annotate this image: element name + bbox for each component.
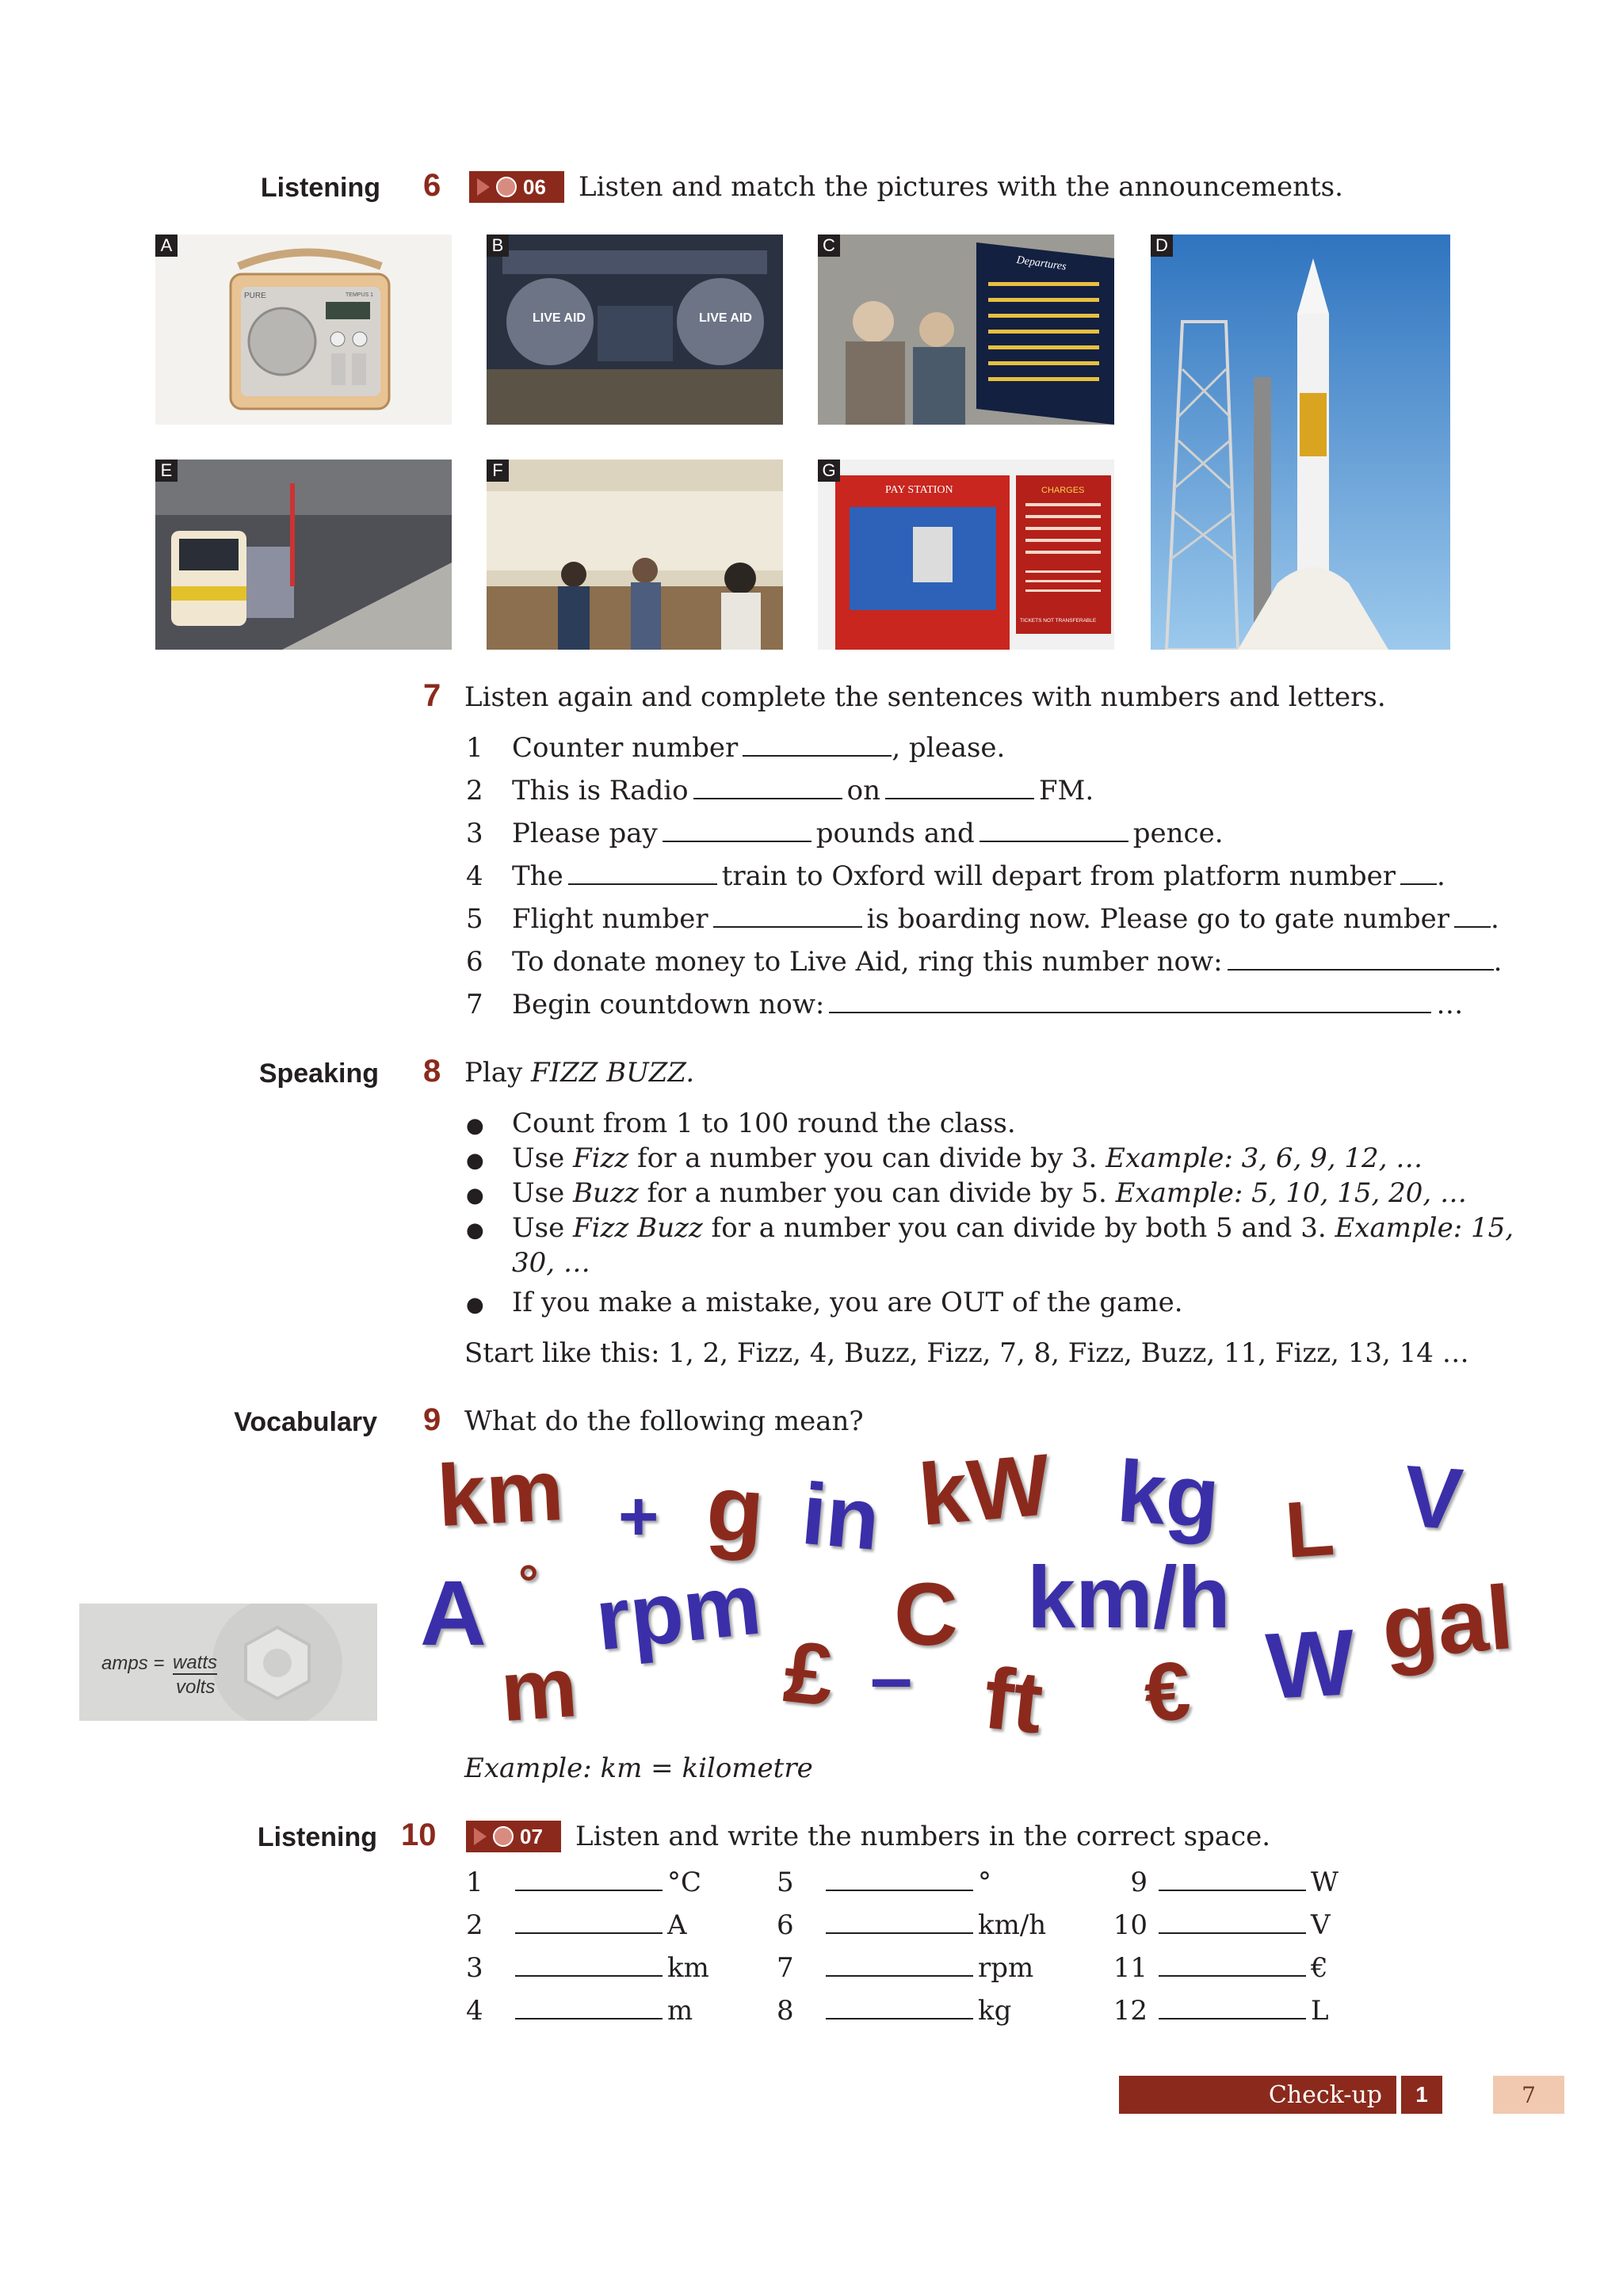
- symbol-m: m: [497, 1638, 581, 1740]
- cd-icon: [493, 1826, 514, 1847]
- exercise-8-instruction: [464, 1057, 694, 1089]
- answer-blank[interactable]: [743, 734, 892, 757]
- item-number: 10: [1113, 1909, 1148, 1941]
- number-item-4: [466, 1995, 693, 2027]
- rule-example: Example: 15,: [1335, 1212, 1514, 1244]
- rule-term: Buzz: [573, 1177, 639, 1209]
- number-item-2: [466, 1909, 687, 1941]
- sentence-3: [466, 818, 1224, 849]
- page-number-text: 7: [1522, 2081, 1536, 2108]
- number-item-1: [466, 1867, 701, 1898]
- number-item-3: [466, 1952, 709, 1984]
- footer-label: Check-up: [1268, 2081, 1382, 2109]
- item-number: 6: [466, 946, 483, 978]
- exercise-10-instruction: Listen and write the numbers in the correct space.: [575, 1821, 1271, 1852]
- sentence-text: FM.: [1038, 775, 1094, 807]
- pay-station-sign: PAY STATION: [885, 484, 953, 496]
- answer-blank[interactable]: [826, 1955, 973, 1977]
- number-item-7: [777, 1952, 1033, 1984]
- unit-label: rpm: [978, 1952, 1034, 1984]
- rule-4-continued: [512, 1247, 590, 1279]
- track-number: 07: [520, 1824, 543, 1848]
- answer-blank[interactable]: [663, 820, 812, 842]
- unit-label: €: [1311, 1952, 1328, 1984]
- rule-example: Example: 3, 6, 9, 12, …: [1106, 1142, 1423, 1174]
- sentence-text: pounds and: [815, 818, 975, 849]
- unit-label: kg: [978, 1995, 1012, 2027]
- sentence-text: , please.: [892, 732, 1006, 764]
- radio-model-text: TEMPUS 1: [346, 292, 374, 298]
- answer-blank[interactable]: [1159, 1869, 1306, 1891]
- rule-example: Example: 5, 10, 15, 20, …: [1115, 1177, 1467, 1209]
- sentence-text: Please pay: [512, 818, 658, 849]
- charges-sign: CHARGES: [1041, 486, 1085, 495]
- symbol-l: L: [1282, 1483, 1337, 1575]
- exercise-6-instruction: Listen and match the pictures with the announcements.: [579, 171, 1343, 203]
- sentence-text: Counter number: [512, 732, 739, 764]
- rule-4: [466, 1212, 1514, 1244]
- sentence-text: train to Oxford will depart from platform number: [721, 860, 1396, 892]
- item-number: 8: [777, 1995, 794, 2027]
- hex-nut-icon: [198, 1604, 357, 1721]
- photo-d-rocket: [1151, 235, 1450, 650]
- item-number: 7: [777, 1952, 794, 1984]
- item-number: 9: [1130, 1867, 1148, 1898]
- sentence-text: To donate money to Live Aid, ring this number now:: [512, 946, 1223, 978]
- answer-blank[interactable]: [980, 820, 1128, 842]
- sentence-5: [466, 903, 1499, 935]
- bullet-icon: ●: [466, 1114, 484, 1138]
- photo-letter: A: [155, 235, 178, 257]
- photo-c-airport: [818, 235, 1114, 425]
- unit-label: L: [1311, 1995, 1329, 2027]
- exercise-number-8: 8: [423, 1054, 441, 1089]
- symbol-w: W: [1263, 1610, 1358, 1719]
- photo-a-radio: [155, 235, 452, 425]
- answer-blank[interactable]: [1228, 948, 1494, 971]
- symbol-ft: ft: [979, 1649, 1048, 1753]
- unit-label: km: [667, 1952, 709, 1984]
- unit-label: V: [1311, 1909, 1331, 1941]
- symbol-g: g: [703, 1455, 768, 1564]
- number-item-8: [777, 1995, 1011, 2027]
- bullet-icon: ●: [466, 1219, 484, 1242]
- sentence-text: This is Radio: [512, 775, 689, 807]
- item-number: 4: [466, 1995, 483, 2027]
- sentence-text: is boarding now. Please go to gate number: [866, 903, 1450, 935]
- item-number: 4: [466, 860, 483, 892]
- section-label-speaking: Speaking: [258, 1058, 379, 1089]
- unit-label: km/h: [978, 1909, 1047, 1941]
- rule-text: Count from 1 to 100 round the class.: [512, 1108, 1016, 1139]
- answer-blank[interactable]: [829, 991, 1431, 1013]
- formula-numerator: watts: [173, 1652, 218, 1673]
- bullet-icon: ●: [466, 1184, 484, 1207]
- radio-brand-text: PURE: [244, 292, 266, 300]
- answer-blank[interactable]: [1159, 1955, 1306, 1977]
- answer-blank[interactable]: [1159, 1912, 1306, 1934]
- section-label-listening: Listening: [260, 173, 380, 203]
- exercise-7-instruction: Listen again and complete the sentences with numbers and letters.: [464, 681, 1386, 713]
- symbol-kmh: km/h: [1027, 1549, 1231, 1646]
- audio-track-button-07[interactable]: [466, 1821, 561, 1852]
- photo-letter: C: [818, 235, 840, 257]
- photo-e-train: [155, 460, 452, 650]
- rule-text: Use: [512, 1142, 574, 1174]
- answer-blank[interactable]: [693, 777, 842, 799]
- photo-g-pay-station: [818, 460, 1114, 650]
- page-number: [1493, 2076, 1564, 2114]
- answer-blank[interactable]: [1400, 863, 1437, 885]
- photo-b-live-aid: [487, 235, 783, 425]
- footer-section-label: [1119, 2076, 1396, 2114]
- rule-term: Fizz Buzz: [573, 1212, 703, 1244]
- number-item-11: [1098, 1952, 1328, 1984]
- symbol-degree: °: [518, 1554, 539, 1611]
- photo-letter: F: [487, 460, 509, 482]
- vocabulary-example: Example: km = kilometre: [464, 1753, 813, 1784]
- departures-sign: Departures: [1015, 254, 1067, 273]
- answer-blank[interactable]: [515, 1997, 663, 2019]
- item-number: 6: [777, 1909, 794, 1941]
- bullet-icon: ●: [466, 1149, 484, 1173]
- rule-text: for a number you can divide by 5.: [638, 1177, 1116, 1209]
- rule-example: 30, …: [512, 1247, 590, 1279]
- game-name: FIZZ BUZZ.: [531, 1057, 695, 1089]
- rule-text: Use: [512, 1212, 574, 1244]
- symbol-pound: £: [779, 1623, 838, 1725]
- sentence-text: Flight number: [512, 903, 708, 935]
- sentence-1: [466, 732, 1005, 764]
- live-aid-sign-right: LIVE AID: [699, 311, 752, 325]
- symbol-c: C: [894, 1565, 958, 1664]
- exercise-number-6: 6: [423, 168, 441, 203]
- sentence-text: pence.: [1132, 818, 1224, 849]
- answer-blank[interactable]: [568, 863, 717, 885]
- item-number: 2: [466, 1909, 483, 1941]
- rule-term: Fizz: [573, 1142, 629, 1174]
- unit-label: A: [667, 1909, 687, 1941]
- footer-unit-badge: [1401, 2076, 1442, 2114]
- cd-icon: [496, 177, 517, 197]
- rule-text: for a number you can divide by both 5 and 3.: [702, 1212, 1335, 1244]
- symbol-minus: –: [870, 1635, 913, 1720]
- rule-text: for a number you can divide by 3.: [628, 1142, 1106, 1174]
- formula-left: amps =: [101, 1653, 165, 1674]
- instruction-text: Play: [464, 1057, 532, 1089]
- section-label-vocabulary: Vocabulary: [234, 1407, 377, 1437]
- item-number: 2: [466, 775, 483, 807]
- answer-blank[interactable]: [515, 1955, 663, 1977]
- symbol-kw: kW: [915, 1436, 1055, 1544]
- symbol-in: in: [797, 1464, 884, 1569]
- number-item-10: [1098, 1909, 1331, 1941]
- sentence-7: [466, 989, 1463, 1020]
- rule-5: [466, 1287, 1183, 1318]
- rule-text: Use: [512, 1177, 574, 1209]
- photo-letter: E: [155, 460, 178, 482]
- exercise-number-9: 9: [423, 1402, 441, 1437]
- photo-f-counter: [487, 460, 783, 650]
- number-item-9: [1098, 1867, 1338, 1898]
- play-icon: [474, 1828, 487, 1845]
- number-item-12: [1098, 1995, 1329, 2027]
- sentence-4: [466, 860, 1445, 892]
- sentence-text: on: [846, 775, 880, 807]
- item-number: 5: [777, 1867, 794, 1898]
- sentence-2: [466, 775, 1094, 807]
- unit-label: W: [1311, 1867, 1338, 1898]
- item-number: 3: [466, 818, 483, 849]
- item-number: 1: [466, 732, 483, 764]
- start-example: Start like this: 1, 2, Fizz, 4, Buzz, Fizz, 7, 8, Fizz, Buzz, 11, Fizz, 13, 14 …: [464, 1337, 1469, 1369]
- answer-blank[interactable]: [713, 906, 862, 928]
- tickets-note: TICKETS NOT TRANSFERABLE: [1020, 618, 1097, 624]
- symbol-gal: gal: [1377, 1567, 1517, 1679]
- symbol-euro: €: [1141, 1645, 1193, 1740]
- unit-label: °: [978, 1867, 991, 1898]
- item-number: 5: [466, 903, 483, 935]
- answer-blank[interactable]: [515, 1912, 663, 1934]
- number-item-6: [777, 1909, 1046, 1941]
- rule-2: [466, 1142, 1423, 1174]
- symbol-km: km: [434, 1440, 567, 1546]
- exercise-number-10: 10: [401, 1817, 437, 1852]
- item-number: 12: [1113, 1995, 1148, 2027]
- sentence-text: .: [1493, 946, 1503, 978]
- number-item-5: [777, 1867, 991, 1898]
- answer-blank[interactable]: [826, 1869, 973, 1891]
- track-number: 06: [523, 174, 546, 199]
- photo-letter: G: [818, 460, 840, 482]
- answer-blank[interactable]: [1159, 1997, 1306, 2019]
- item-number: 1: [466, 1867, 483, 1898]
- sentence-6: [466, 946, 1502, 978]
- bullet-icon: ●: [466, 1293, 484, 1317]
- live-aid-sign-left: LIVE AID: [533, 311, 586, 325]
- rule-text: If you make a mistake, you are OUT of the game.: [512, 1287, 1183, 1318]
- unit-number: 1: [1415, 2082, 1428, 2107]
- sentence-text: .: [1436, 860, 1445, 892]
- item-number: 11: [1113, 1952, 1148, 1984]
- sentence-text: .: [1491, 903, 1499, 935]
- symbol-plus: +: [618, 1477, 659, 1555]
- formula-panel: [79, 1604, 377, 1721]
- item-number: 7: [466, 989, 483, 1020]
- symbol-a: A: [420, 1562, 487, 1665]
- unit-label: °C: [667, 1867, 702, 1898]
- audio-track-button-06[interactable]: [469, 171, 564, 203]
- sentence-text: …: [1436, 989, 1464, 1020]
- photo-letter: B: [487, 235, 509, 257]
- item-number: 3: [466, 1952, 483, 1984]
- exercise-9-instruction: What do the following mean?: [464, 1405, 864, 1437]
- symbol-kg: kg: [1113, 1442, 1223, 1547]
- symbol-v: V: [1400, 1447, 1466, 1549]
- answer-blank[interactable]: [826, 1997, 973, 2019]
- symbol-rpm: rpm: [591, 1554, 766, 1669]
- sentence-text: The: [512, 860, 563, 892]
- answer-blank[interactable]: [826, 1912, 973, 1934]
- section-label-listening-2: Listening: [257, 1822, 377, 1852]
- exercise-number-7: 7: [423, 678, 441, 713]
- rule-3: [466, 1177, 1467, 1209]
- answer-blank[interactable]: [885, 777, 1034, 799]
- sentence-text: Begin countdown now:: [512, 989, 825, 1020]
- unit-label: m: [667, 1995, 693, 2027]
- rule-1: [466, 1108, 1016, 1139]
- formula-denominator: volts: [176, 1676, 216, 1698]
- photo-letter: D: [1151, 235, 1173, 257]
- answer-blank[interactable]: [515, 1869, 663, 1891]
- play-icon: [477, 178, 490, 196]
- answer-blank[interactable]: [1454, 906, 1491, 928]
